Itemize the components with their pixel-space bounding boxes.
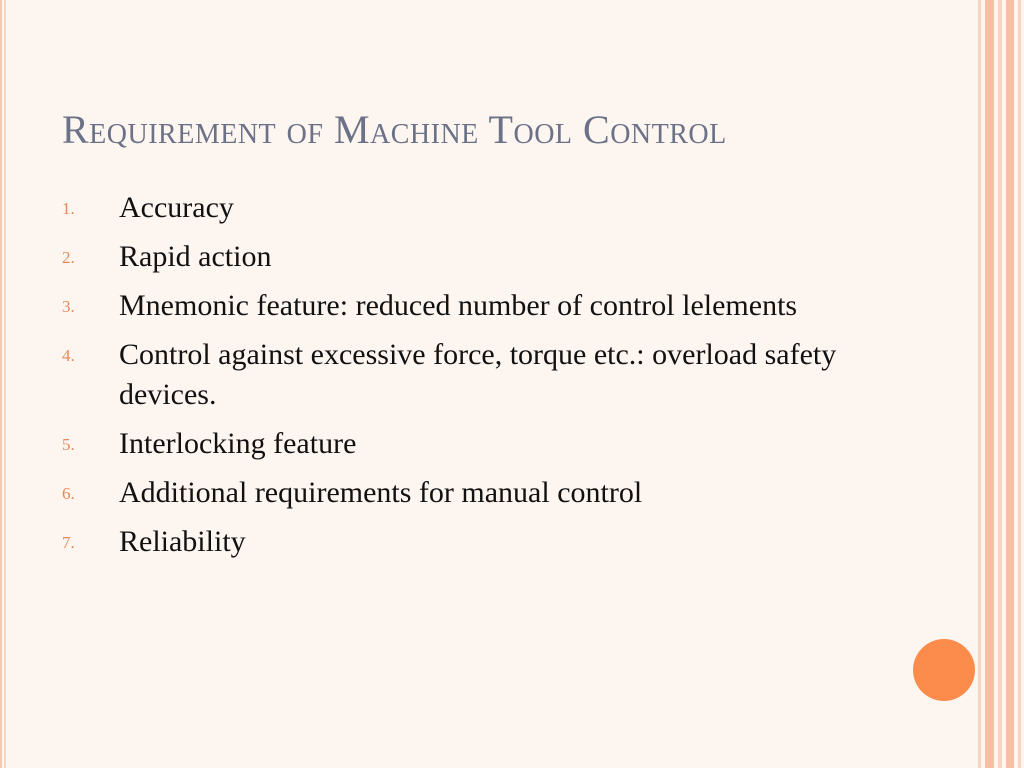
right-border-stripes	[978, 0, 1024, 768]
list-item	[62, 188, 882, 228]
list-item	[62, 335, 882, 415]
list-item-text: Reliability	[119, 525, 246, 558]
list-item	[62, 237, 882, 277]
list-item	[62, 522, 882, 562]
stripe	[978, 0, 981, 768]
list-item-text: Accuracy	[119, 191, 234, 224]
list-item	[62, 473, 882, 513]
decorative-circle	[913, 639, 975, 701]
list-item-text: Control against excessive force, torque etc.: overload safety devices.	[119, 338, 837, 411]
list-item-number: 6.	[62, 484, 75, 503]
list-item-number: 5.	[62, 435, 75, 454]
list-item-text: Interlocking feature	[119, 427, 357, 460]
stripe	[1006, 0, 1014, 768]
requirements-list	[62, 188, 882, 571]
list-item-number: 4.	[62, 346, 75, 365]
stripe	[985, 0, 994, 768]
list-item	[62, 286, 882, 326]
stripe	[998, 0, 1002, 768]
left-border-stripe	[0, 0, 9, 768]
list-item-number: 7.	[62, 533, 75, 552]
list-item	[62, 424, 882, 464]
list-item-text: Mnemonic feature: reduced number of control lelements	[119, 289, 798, 322]
list-item-text: Rapid action	[119, 240, 272, 273]
list-item-number: 3.	[62, 297, 75, 316]
slide-title: Requirement of Machine Tool Control	[62, 107, 727, 152]
list-item-number: 1.	[62, 199, 75, 218]
list-item-text: Additional requirements for manual control	[119, 476, 643, 509]
list-item-number: 2.	[62, 248, 75, 267]
stripe	[1018, 0, 1021, 768]
